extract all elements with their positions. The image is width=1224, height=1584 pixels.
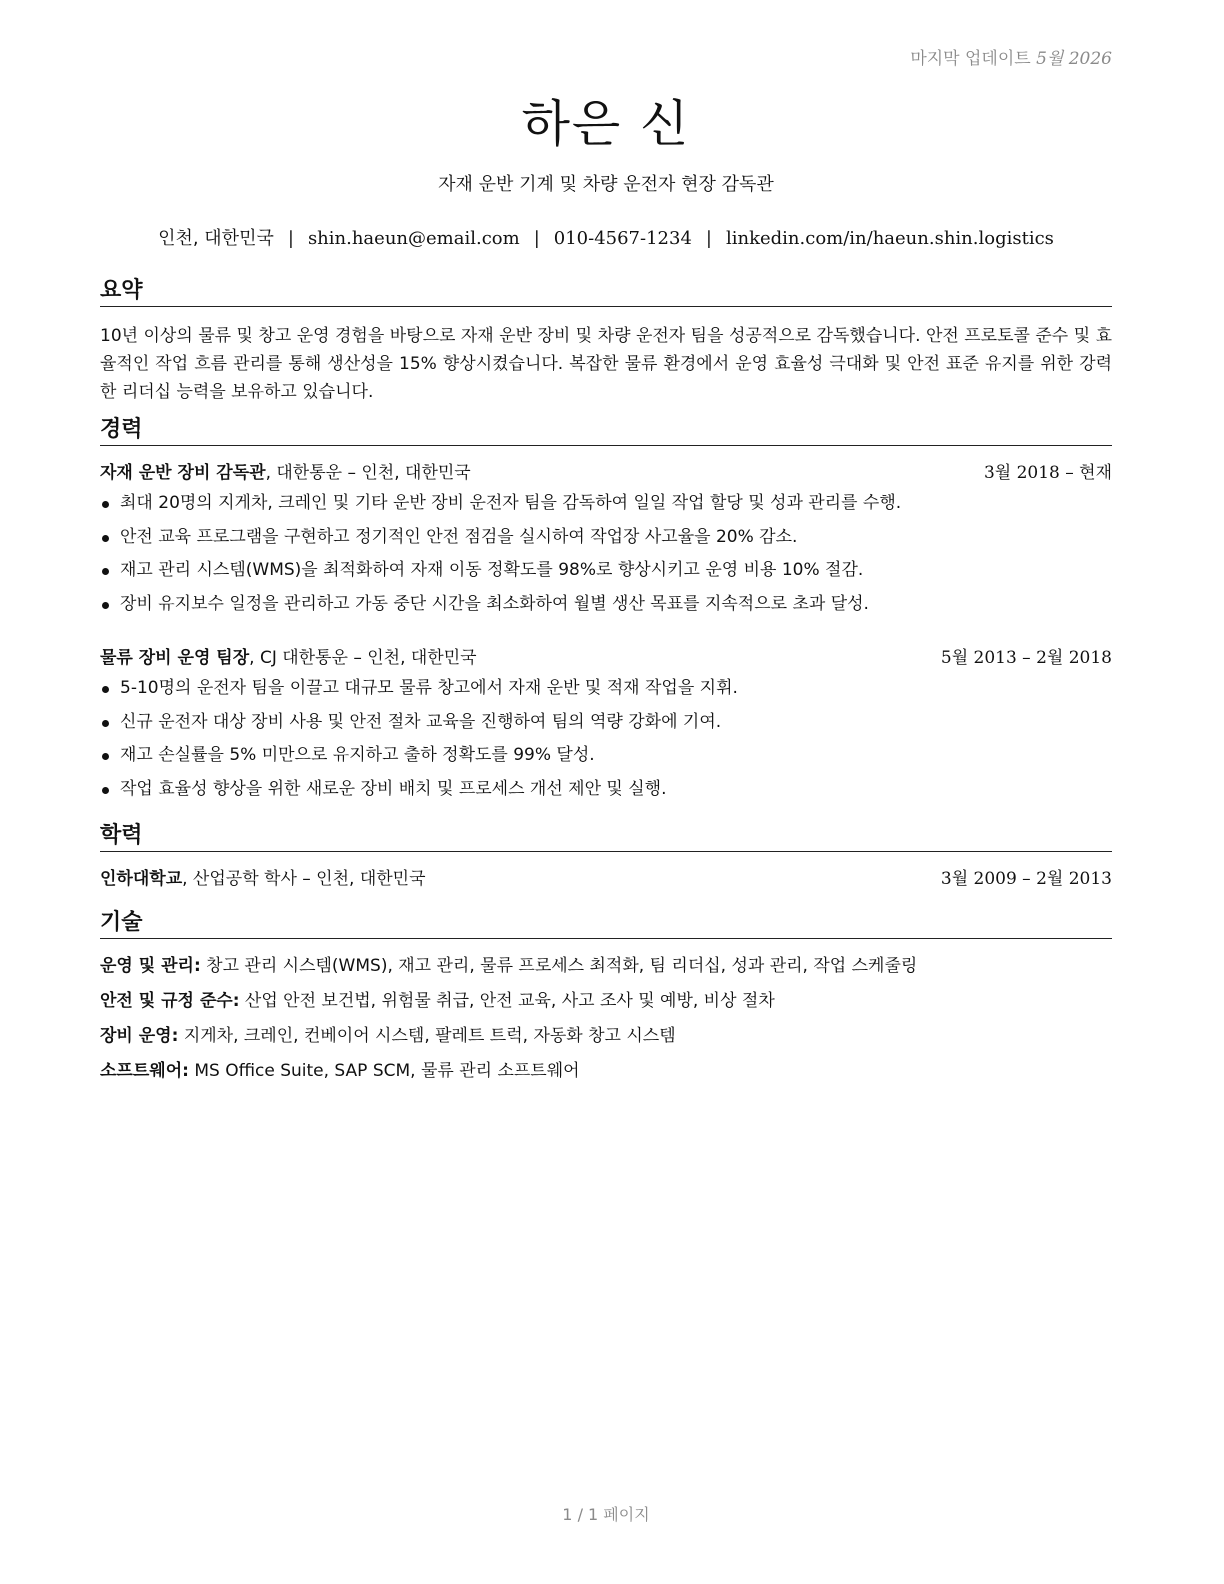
job-header — [100, 461, 1112, 485]
section-title-skills: 기술 — [100, 910, 1112, 939]
job-title: 물류 장비 운영 팀장 — [100, 648, 250, 668]
contact-line — [100, 224, 1112, 250]
skill-label: 소프트웨어: — [100, 1061, 189, 1081]
job-org: , CJ 대한통운 – 인천, 대한민국 — [249, 648, 477, 668]
contact-linkedin[interactable]: linkedin.com/in/haeun.shin.logistics — [725, 228, 1054, 249]
job-title-line — [100, 461, 471, 485]
job-bullets — [100, 487, 1112, 621]
list-item: 최대 20명의 지게차, 크레인 및 기타 운반 장비 운전자 팀을 감독하여 일일 작업 할당 및 성과 관리를 수행. — [100, 487, 1112, 521]
skill-value: 창고 관리 시스템(WMS), 재고 관리, 물류 프로세스 최적화, 팀 리더십, 성과 관리, 작업 스케줄링 — [206, 956, 918, 976]
list-item: 5-10명의 운전자 팀을 이끌고 대규모 물류 창고에서 자재 운반 및 적재 작업을 지휘. — [100, 672, 1112, 706]
skill-label: 안전 및 규정 준수: — [100, 991, 240, 1011]
education-entry — [100, 867, 1112, 891]
section-title-summary: 요약 — [100, 278, 1112, 307]
skill-value: 지게차, 크레인, 컨베이어 시스템, 팔레트 트럭, 자동화 창고 시스템 — [183, 1026, 676, 1046]
contact-separator: | — [533, 228, 540, 249]
list-item: 작업 효율성 향상을 위한 새로운 장비 배치 및 프로세스 개선 제안 및 실행. — [100, 773, 1112, 807]
skill-row — [100, 954, 1112, 978]
list-item: 신규 운전자 대상 장비 사용 및 안전 절차 교육을 진행하여 팀의 역량 강화에 기여. — [100, 706, 1112, 740]
job-org: , 대한통운 – 인천, 대한민국 — [265, 463, 471, 483]
skill-label: 운영 및 관리: — [100, 956, 201, 976]
education-line — [100, 867, 426, 891]
skill-row — [100, 1024, 1112, 1048]
job-header — [100, 646, 1112, 670]
skill-value: 산업 안전 보건법, 위험물 취급, 안전 교육, 사고 조사 및 예방, 비상 절차 — [244, 991, 775, 1011]
contact-location: 인천, 대한민국 — [158, 228, 274, 249]
list-item: 장비 유지보수 일정을 관리하고 가동 중단 시간을 최소화하여 월별 생산 목표를 지속적으로 초과 달성. — [100, 588, 1112, 622]
job-title: 자재 운반 장비 감독관 — [100, 463, 266, 483]
contact-phone: 010-4567-1234 — [553, 228, 692, 249]
last-updated — [910, 44, 1112, 69]
skill-label: 장비 운영: — [100, 1026, 179, 1046]
education-school: 인하대학교 — [100, 869, 183, 889]
skill-row — [100, 989, 1112, 1013]
summary-text: 10년 이상의 물류 및 창고 운영 경험을 바탕으로 자재 운반 장비 및 차량 운전자 팀을 성공적으로 감독했습니다. 안전 프로토콜 준수 및 효율적인 작업 흐름 관리를 통해 생산성을 15% 향상시켰습니다. 복잡한 물류 환경에서 운영 효율성 극대화 및 안전 표준 유지를 위한 강력한 리더십 능력을 보유하고 있습니다. — [100, 326, 1112, 402]
list-item: 안전 교육 프로그램을 구현하고 정기적인 안전 점검을 실시하여 작업장 사고율을 20% 감소. — [100, 521, 1112, 555]
resume-page — [100, 0, 1112, 1584]
candidate-headline: 자재 운반 기계 및 차량 운전자 현장 감독관 — [438, 174, 774, 195]
last-updated-label: 마지막 업데이트 — [910, 49, 1031, 69]
job-dates: 3월 2018 – 현재 — [983, 463, 1112, 483]
job-bullets — [100, 672, 1112, 806]
skill-row — [100, 1059, 1112, 1083]
job-dates: 5월 2013 – 2월 2018 — [940, 648, 1112, 668]
contact-separator: | — [287, 228, 294, 249]
section-title-experience: 경력 — [100, 417, 1112, 446]
page-number: 1 / 1 페이지 — [562, 1505, 650, 1524]
contact-email[interactable]: shin.haeun@email.com — [307, 228, 520, 249]
education-detail: , 산업공학 학사 – 인천, 대한민국 — [182, 869, 426, 889]
skill-value: MS Office Suite, SAP SCM, 물류 관리 소프트웨어 — [194, 1061, 580, 1081]
contact-separator: | — [705, 228, 712, 249]
list-item: 재고 관리 시스템(WMS)을 최적화하여 자재 이동 정확도를 98%로 향상시키고 운영 비용 10% 절감. — [100, 554, 1112, 588]
list-item: 재고 손실률을 5% 미만으로 유지하고 출하 정확도를 99% 달성. — [100, 739, 1112, 773]
section-title-education: 학력 — [100, 823, 1112, 852]
education-dates: 3월 2009 – 2월 2013 — [940, 869, 1112, 889]
last-updated-date: 5월 2026 — [1036, 49, 1112, 69]
job-title-line — [100, 646, 477, 670]
candidate-name: 하은 신 — [521, 95, 691, 153]
